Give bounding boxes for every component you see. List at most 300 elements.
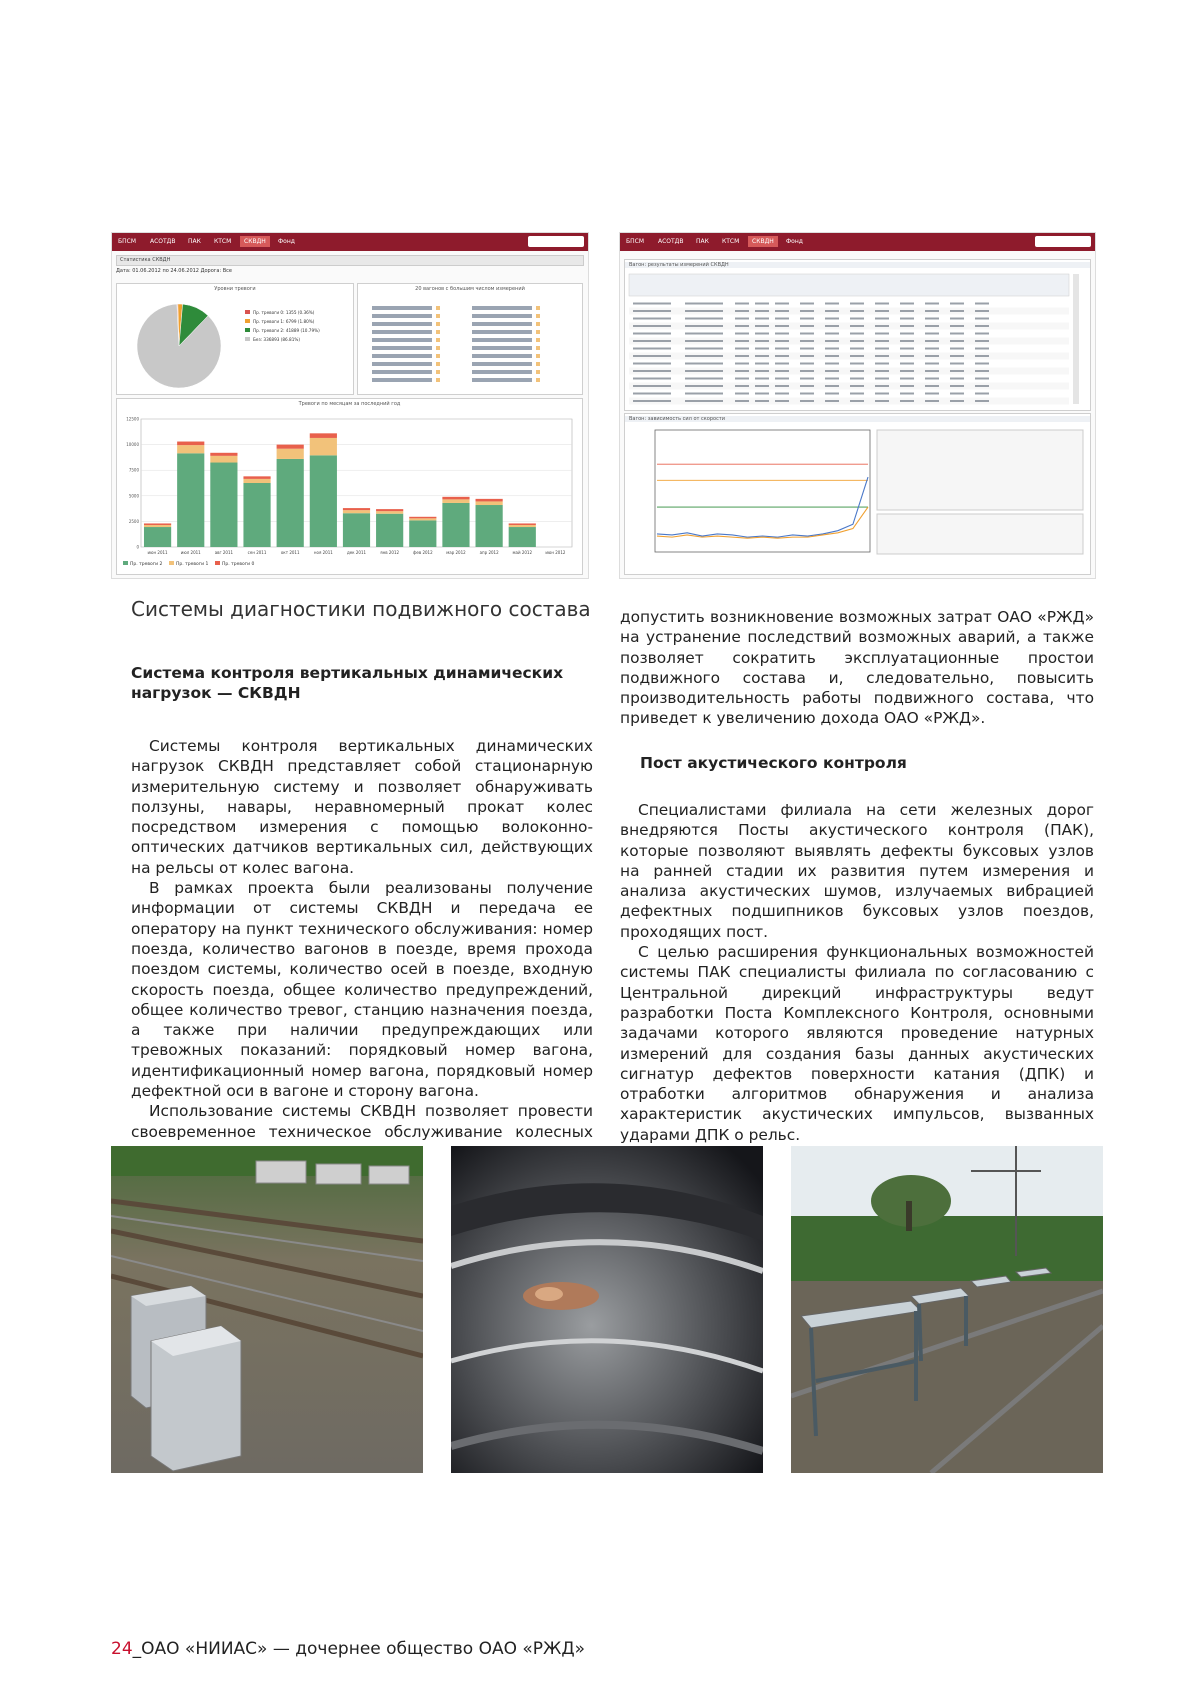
table-cell bbox=[975, 385, 989, 387]
table-cell bbox=[735, 348, 749, 350]
table-cell bbox=[900, 363, 914, 365]
wagon-alarm-mark bbox=[436, 354, 440, 358]
wagon-alarm-mark bbox=[536, 330, 540, 334]
table-cell bbox=[775, 370, 789, 372]
bar-panel bbox=[116, 398, 583, 575]
top-nav-bar bbox=[620, 233, 1095, 251]
table-cell bbox=[735, 333, 749, 335]
legend-side-panel bbox=[877, 514, 1083, 554]
table-cell bbox=[800, 325, 814, 327]
right-column-text-top bbox=[620, 607, 1094, 729]
table-cell bbox=[775, 318, 789, 320]
wagon-list-entry[interactable] bbox=[472, 346, 532, 350]
table-cell bbox=[875, 333, 889, 335]
bar-segment bbox=[409, 518, 436, 520]
table-cell bbox=[875, 355, 889, 357]
wagon-list-entry[interactable] bbox=[372, 378, 432, 382]
y-tick-label: 5000 bbox=[128, 493, 139, 499]
bar-legend-item: Пр. тревоги 1 bbox=[176, 562, 209, 567]
subhead-line: нагрузок — СКВДН bbox=[131, 684, 301, 702]
bar-segment bbox=[144, 527, 171, 547]
bar-segment bbox=[277, 449, 304, 459]
table-cell bbox=[925, 400, 939, 402]
wagon-list-entry[interactable] bbox=[472, 338, 532, 342]
bar-segment bbox=[277, 445, 304, 449]
subhead-pak: Пост акустического контроля bbox=[640, 754, 907, 772]
table-cell bbox=[775, 348, 789, 350]
table-title: Вагон: результаты измерений СКВДН bbox=[625, 262, 1090, 268]
table-cell bbox=[755, 333, 769, 335]
pie-legend-item: Без: 336893 (86.81%) bbox=[253, 337, 300, 342]
table-cell bbox=[925, 370, 939, 372]
table-cell bbox=[925, 318, 939, 320]
table-cell bbox=[800, 363, 814, 365]
table-cell bbox=[950, 393, 964, 395]
nav-item[interactable]: ПАК bbox=[696, 238, 709, 245]
wagon-alarm-mark bbox=[536, 314, 540, 318]
table-cell bbox=[800, 393, 814, 395]
legend-swatch-alarm1 bbox=[245, 319, 250, 323]
table-cell bbox=[800, 400, 814, 402]
table-cell bbox=[850, 303, 864, 305]
table-cell bbox=[900, 378, 914, 380]
force-chart-panel bbox=[624, 413, 1091, 575]
table-cell bbox=[685, 400, 723, 402]
table-cell bbox=[755, 348, 769, 350]
table-cell bbox=[950, 363, 964, 365]
screenshot-skvdn-statistics bbox=[111, 232, 589, 579]
table-cell bbox=[825, 355, 839, 357]
pie-chart bbox=[117, 292, 353, 392]
table-cell bbox=[950, 378, 964, 380]
table-cell bbox=[825, 400, 839, 402]
table-cell bbox=[735, 355, 749, 357]
table-cell bbox=[900, 400, 914, 402]
table-cell bbox=[735, 303, 749, 305]
photo-trackside-sensor-boxes bbox=[111, 1146, 423, 1473]
table-cell bbox=[975, 378, 989, 380]
bar-legend-swatch bbox=[123, 561, 128, 565]
table-cell bbox=[950, 340, 964, 342]
table-cell bbox=[925, 325, 939, 327]
y-tick-label: 2500 bbox=[128, 518, 139, 524]
bar-segment bbox=[442, 499, 469, 503]
table-cell bbox=[685, 325, 723, 327]
nav-item[interactable]: АСОТДВ bbox=[150, 238, 176, 245]
table-cell bbox=[735, 318, 749, 320]
force-line-chart bbox=[625, 422, 1090, 572]
table-cell bbox=[850, 318, 864, 320]
bar-segment bbox=[343, 513, 370, 547]
table-cell bbox=[633, 363, 671, 365]
wagon-alarm-mark bbox=[536, 378, 540, 382]
table-cell bbox=[755, 385, 769, 387]
table-cell bbox=[685, 393, 723, 395]
paragraph: В рамках проекта были реализованы получение информации от системы СКВДН и передача ее оператору на пункт технического обслуживания: номер поезда, количество вагонов в поезде, время прохода поездом системы, количество осей в поезде, входную скорость поезда, общее количество предупреждений, общее количество тревог, станцию назначения поезда, а также при наличии предупреждающих или тревожных показаний: порядковый номер вагона, идентификационный номер вагона, порядковый номер дефектной оси в вагоне и сторону вагона. bbox=[131, 879, 593, 1101]
table-cell bbox=[735, 325, 749, 327]
table-cell bbox=[850, 393, 864, 395]
table-cell bbox=[975, 370, 989, 372]
table-cell bbox=[900, 340, 914, 342]
wagon-list-entry[interactable] bbox=[472, 314, 532, 318]
table-cell bbox=[685, 355, 723, 357]
table-cell bbox=[775, 378, 789, 380]
table-cell bbox=[950, 370, 964, 372]
paragraph: Использование системы СКВДН позволяет провести своевременное техническое обслуживание колесных bbox=[131, 1102, 593, 1141]
paragraph: Системы контроля вертикальных динамических нагрузок СКВДН представляет собой стационарную измерительную систему и позволяет обнаруживать ползуны, навары, неравномерный прокат колес посредством измерения с помощью волоконно-оптических датчиков вертикальных сил, действующих на рельсы от колес вагона. bbox=[131, 737, 593, 877]
nav-item[interactable]: БПСМ bbox=[626, 238, 644, 245]
table-cell bbox=[875, 378, 889, 380]
table-cell bbox=[925, 385, 939, 387]
bar-segment bbox=[343, 508, 370, 510]
measurements-table bbox=[625, 268, 1090, 408]
table-cell bbox=[850, 363, 864, 365]
bar-segment bbox=[177, 445, 204, 453]
pie-legend-item: Пр. тревоги 0: 1355 (0.36%) bbox=[253, 310, 315, 315]
table-cell bbox=[633, 318, 671, 320]
table-cell bbox=[950, 333, 964, 335]
table-cell bbox=[755, 400, 769, 402]
table-cell bbox=[900, 303, 914, 305]
bar-segment bbox=[144, 525, 171, 527]
wagon-list-entry[interactable] bbox=[372, 370, 432, 374]
table-cell bbox=[775, 393, 789, 395]
bar-segment bbox=[243, 479, 270, 483]
table-header bbox=[629, 274, 1069, 296]
table-cell bbox=[925, 355, 939, 357]
wagon-alarm-mark bbox=[536, 354, 540, 358]
bar-segment bbox=[210, 456, 237, 463]
search-input[interactable] bbox=[528, 236, 584, 247]
table-cell bbox=[875, 325, 889, 327]
bar-segment bbox=[243, 476, 270, 479]
table-cell bbox=[633, 325, 671, 327]
y-tick-label: 12500 bbox=[126, 416, 139, 422]
table-cell bbox=[950, 303, 964, 305]
table-cell bbox=[875, 393, 889, 395]
table-cell bbox=[925, 303, 939, 305]
table-cell bbox=[755, 393, 769, 395]
wagon-list-entry[interactable] bbox=[472, 306, 532, 310]
table-cell bbox=[775, 363, 789, 365]
y-tick-label: 7500 bbox=[128, 467, 139, 473]
left-column-text bbox=[131, 736, 593, 1162]
section-title: Системы диагностики подвижного состава bbox=[131, 597, 591, 621]
table-cell bbox=[875, 385, 889, 387]
table-cell bbox=[735, 385, 749, 387]
bar-legend-swatch bbox=[215, 561, 220, 565]
table-cell bbox=[735, 370, 749, 372]
table-cell bbox=[685, 385, 723, 387]
table-cell bbox=[950, 385, 964, 387]
nav-item[interactable]: Фонд bbox=[278, 238, 295, 245]
wagon-list-entry[interactable] bbox=[372, 330, 432, 334]
table-cell bbox=[633, 310, 671, 312]
table-cell bbox=[825, 310, 839, 312]
table-cell bbox=[775, 333, 789, 335]
table-cell bbox=[900, 325, 914, 327]
table-cell bbox=[633, 370, 671, 372]
table-cell bbox=[800, 385, 814, 387]
x-tick-label: июн 2012 bbox=[545, 550, 566, 555]
wagon-alarm-mark bbox=[536, 370, 540, 374]
table-cell bbox=[755, 363, 769, 365]
bar-segment bbox=[144, 523, 171, 525]
bar-segment bbox=[409, 520, 436, 547]
table-cell bbox=[975, 348, 989, 350]
pie-legend-item: Пр. тревоги 1: 6799 (1.80%) bbox=[253, 319, 315, 324]
table-cell bbox=[825, 303, 839, 305]
table-cell bbox=[685, 303, 723, 305]
table-cell bbox=[975, 400, 989, 402]
bar-segment bbox=[177, 442, 204, 446]
table-cell bbox=[685, 348, 723, 350]
table-cell bbox=[850, 325, 864, 327]
table-cell bbox=[755, 355, 769, 357]
bar-segment bbox=[376, 509, 403, 511]
wagon-list-entry[interactable] bbox=[472, 378, 532, 382]
wagon-list-entry[interactable] bbox=[372, 314, 432, 318]
wagon-list-entry[interactable] bbox=[472, 330, 532, 334]
bar-segment bbox=[476, 505, 503, 547]
table-cell bbox=[825, 393, 839, 395]
wagon-list-entry[interactable] bbox=[372, 354, 432, 358]
bar-segment bbox=[310, 433, 337, 438]
paragraph: С целью расширения функциональных возможностей системы ПАК специалисты филиала по согласованию с Центральной дирекций инфраструктуры ведут разработки Поста Комплексного Контроля, основными задачами которого являются проведение натурных измерений для создания базы данных акустических сигнатур дефектов поверхности катания (ДПК) и отработки алгоритмов обнаружения и анализа характеристик акустических импульсов, вызванных ударами ДПК о рельс. bbox=[620, 943, 1094, 1144]
table-cell bbox=[900, 370, 914, 372]
table-cell bbox=[900, 318, 914, 320]
nav-item[interactable]: КТСМ bbox=[214, 238, 232, 245]
table-cell bbox=[875, 310, 889, 312]
window-title: Статистика СКВДН bbox=[116, 255, 584, 266]
settings-side-panel[interactable] bbox=[877, 430, 1083, 510]
wagon-alarm-mark bbox=[436, 306, 440, 310]
x-tick-label: апр 2012 bbox=[479, 550, 499, 555]
table-cell bbox=[925, 310, 939, 312]
table-cell bbox=[900, 355, 914, 357]
x-tick-label: июл 2011 bbox=[180, 550, 201, 555]
table-cell bbox=[925, 348, 939, 350]
wagon-alarm-mark bbox=[436, 370, 440, 374]
page-number: 24 bbox=[111, 1639, 133, 1659]
paragraph: допустить возникновение возможных затрат ОАО «РЖД» на устранение последствий возможных аварий, а также позволяет сократить эксплуатационные простои подвижного состава и, следовательно, повысить производительность работы подвижного состава, что приведет к увеличению дохода ОАО «РЖД». bbox=[620, 608, 1094, 728]
page-footer bbox=[111, 1639, 585, 1659]
table-cell bbox=[975, 325, 989, 327]
table-cell bbox=[925, 340, 939, 342]
table-cell bbox=[850, 400, 864, 402]
legend-swatch-alarm2 bbox=[245, 328, 250, 332]
table-cell bbox=[800, 355, 814, 357]
screenshot-wagon-measurements bbox=[619, 232, 1096, 579]
table-cell bbox=[775, 310, 789, 312]
nav-item-active[interactable]: СКВДН bbox=[748, 236, 778, 247]
wagon-alarm-mark bbox=[436, 378, 440, 382]
wagon-alarm-mark bbox=[536, 306, 540, 310]
table-cell bbox=[685, 310, 723, 312]
bar-segment bbox=[376, 514, 403, 547]
x-tick-label: фев 2012 bbox=[412, 550, 433, 555]
table-cell bbox=[825, 318, 839, 320]
bar-legend-item: Пр. тревоги 2 bbox=[130, 562, 163, 567]
wagon-list-entry[interactable] bbox=[472, 362, 532, 366]
table-cell bbox=[825, 378, 839, 380]
filter-bar[interactable]: Дата: 01.06.2012 по 24.06.2012 Дорога: Все bbox=[116, 268, 232, 274]
table-cell bbox=[800, 318, 814, 320]
table-cell bbox=[685, 318, 723, 320]
nav-item-active[interactable]: СКВДН bbox=[240, 236, 270, 247]
table-cell bbox=[735, 363, 749, 365]
table-cell bbox=[975, 303, 989, 305]
wagon-list-entry[interactable] bbox=[372, 362, 432, 366]
bar-segment bbox=[277, 459, 304, 547]
nav-item[interactable]: Фонд bbox=[786, 238, 803, 245]
wagon-list-entry[interactable] bbox=[472, 370, 532, 374]
bar-legend-item: Пр. тревоги 0 bbox=[222, 562, 255, 567]
nav-item[interactable]: КТСМ bbox=[722, 238, 740, 245]
table-cell bbox=[875, 348, 889, 350]
table-cell bbox=[775, 303, 789, 305]
table-cell bbox=[825, 370, 839, 372]
table-cell bbox=[685, 340, 723, 342]
table-cell bbox=[900, 333, 914, 335]
bar-segment bbox=[476, 501, 503, 505]
wagon-alarm-mark bbox=[436, 346, 440, 350]
wagon-list-entry[interactable] bbox=[372, 306, 432, 310]
table-cell bbox=[755, 378, 769, 380]
table-cell bbox=[755, 310, 769, 312]
table-cell bbox=[633, 393, 671, 395]
bar-segment bbox=[310, 455, 337, 547]
table-cell bbox=[633, 400, 671, 402]
table-cell bbox=[975, 393, 989, 395]
bar-segment bbox=[509, 525, 536, 527]
bar-chart-title: Тревоги по месяцам за последний год bbox=[298, 401, 401, 407]
table-cell bbox=[800, 370, 814, 372]
bar-segment bbox=[210, 463, 237, 547]
wagon-list-entry[interactable] bbox=[372, 322, 432, 326]
plot-area bbox=[655, 430, 870, 552]
wagon-alarm-mark bbox=[536, 322, 540, 326]
bar-segment bbox=[177, 453, 204, 547]
table-cell bbox=[875, 318, 889, 320]
wagon-list-entry[interactable] bbox=[372, 338, 432, 342]
table-cell bbox=[950, 400, 964, 402]
footer-text: _ОАО «НИИАС» — дочернее общество ОАО «РЖД» bbox=[132, 1639, 586, 1659]
table-cell bbox=[755, 303, 769, 305]
bar-segment bbox=[243, 483, 270, 547]
table-cell bbox=[975, 355, 989, 357]
bar-segment bbox=[476, 499, 503, 502]
x-tick-label: ноя 2011 bbox=[313, 550, 333, 555]
legend-swatch-alarm0 bbox=[245, 310, 250, 314]
bar-segment bbox=[442, 497, 469, 500]
table-scrollbar[interactable] bbox=[1073, 274, 1079, 404]
table-cell bbox=[633, 333, 671, 335]
pie-legend-item: Пр. тревоги 2: 41889 (10.79%) bbox=[253, 328, 320, 333]
table-cell bbox=[800, 303, 814, 305]
table-cell bbox=[950, 310, 964, 312]
paragraph: Специалистами филиала на сети железных дорог внедряются Посты акустического контроля (ПАК), которые позволяют выявлять дефекты буксовых узлов на ранней стадии их развития путем измерения и анализа акустических шумов, излучаемых вибрацией дефектных подшипников буксовых узлов поездов, проходящих пост. bbox=[620, 801, 1094, 941]
bar-segment bbox=[310, 438, 337, 455]
table-cell bbox=[850, 378, 864, 380]
table-cell bbox=[800, 340, 814, 342]
x-tick-label: янв 2012 bbox=[380, 550, 400, 555]
bar-segment bbox=[409, 517, 436, 519]
table-cell bbox=[950, 355, 964, 357]
table-cell bbox=[975, 310, 989, 312]
x-tick-label: окт 2011 bbox=[280, 550, 300, 555]
table-cell bbox=[850, 385, 864, 387]
wagon-alarm-mark bbox=[436, 338, 440, 342]
top-wagons-title: 20 вагонов с большим числом измерений bbox=[415, 286, 525, 292]
bar-segment bbox=[442, 503, 469, 547]
search-input[interactable] bbox=[1035, 236, 1091, 247]
legend-swatch-none bbox=[245, 337, 250, 341]
table-cell bbox=[735, 393, 749, 395]
table-cell bbox=[975, 318, 989, 320]
table-cell bbox=[685, 378, 723, 380]
force-chart-title: Вагон: зависимость сил от скорости bbox=[625, 416, 1090, 422]
table-cell bbox=[775, 355, 789, 357]
nav-item[interactable]: АСОТДВ bbox=[658, 238, 684, 245]
table-cell bbox=[825, 385, 839, 387]
table-cell bbox=[925, 378, 939, 380]
x-tick-label: авг 2011 bbox=[214, 550, 234, 555]
wagon-alarm-mark bbox=[436, 322, 440, 326]
table-cell bbox=[800, 310, 814, 312]
table-cell bbox=[875, 303, 889, 305]
table-cell bbox=[875, 363, 889, 365]
table-cell bbox=[950, 318, 964, 320]
table-cell bbox=[735, 310, 749, 312]
table-cell bbox=[775, 385, 789, 387]
right-column-text-bottom bbox=[620, 800, 1094, 1145]
nav-item[interactable]: ПАК bbox=[188, 238, 201, 245]
wagon-alarm-mark bbox=[436, 330, 440, 334]
bar-segment bbox=[210, 453, 237, 456]
wagon-alarm-mark bbox=[436, 362, 440, 366]
table-cell bbox=[850, 333, 864, 335]
photo-wheel-defect bbox=[451, 1146, 763, 1473]
x-tick-label: июн 2011 bbox=[147, 550, 168, 555]
table-cell bbox=[850, 370, 864, 372]
y-tick-label: 10000 bbox=[126, 442, 139, 448]
table-cell bbox=[633, 355, 671, 357]
table-cell bbox=[685, 370, 723, 372]
table-cell bbox=[900, 348, 914, 350]
table-cell bbox=[735, 378, 749, 380]
subhead-line: Система контроля вертикальных динамических bbox=[131, 664, 564, 682]
wagon-list-entry[interactable] bbox=[472, 354, 532, 358]
table-cell bbox=[825, 340, 839, 342]
table-cell bbox=[900, 310, 914, 312]
table-cell bbox=[800, 348, 814, 350]
nav-item[interactable]: БПСМ bbox=[118, 238, 136, 245]
measurements-table-panel bbox=[624, 259, 1091, 411]
top-wagons-panel bbox=[357, 283, 583, 395]
table-cell bbox=[950, 348, 964, 350]
table-cell bbox=[775, 340, 789, 342]
wagon-list-entry[interactable] bbox=[372, 346, 432, 350]
wagon-list-entry[interactable] bbox=[472, 322, 532, 326]
table-cell bbox=[825, 325, 839, 327]
table-cell bbox=[875, 400, 889, 402]
table-cell bbox=[950, 325, 964, 327]
top-nav-bar bbox=[112, 233, 588, 251]
table-cell bbox=[735, 340, 749, 342]
table-cell bbox=[900, 385, 914, 387]
table-cell bbox=[633, 340, 671, 342]
